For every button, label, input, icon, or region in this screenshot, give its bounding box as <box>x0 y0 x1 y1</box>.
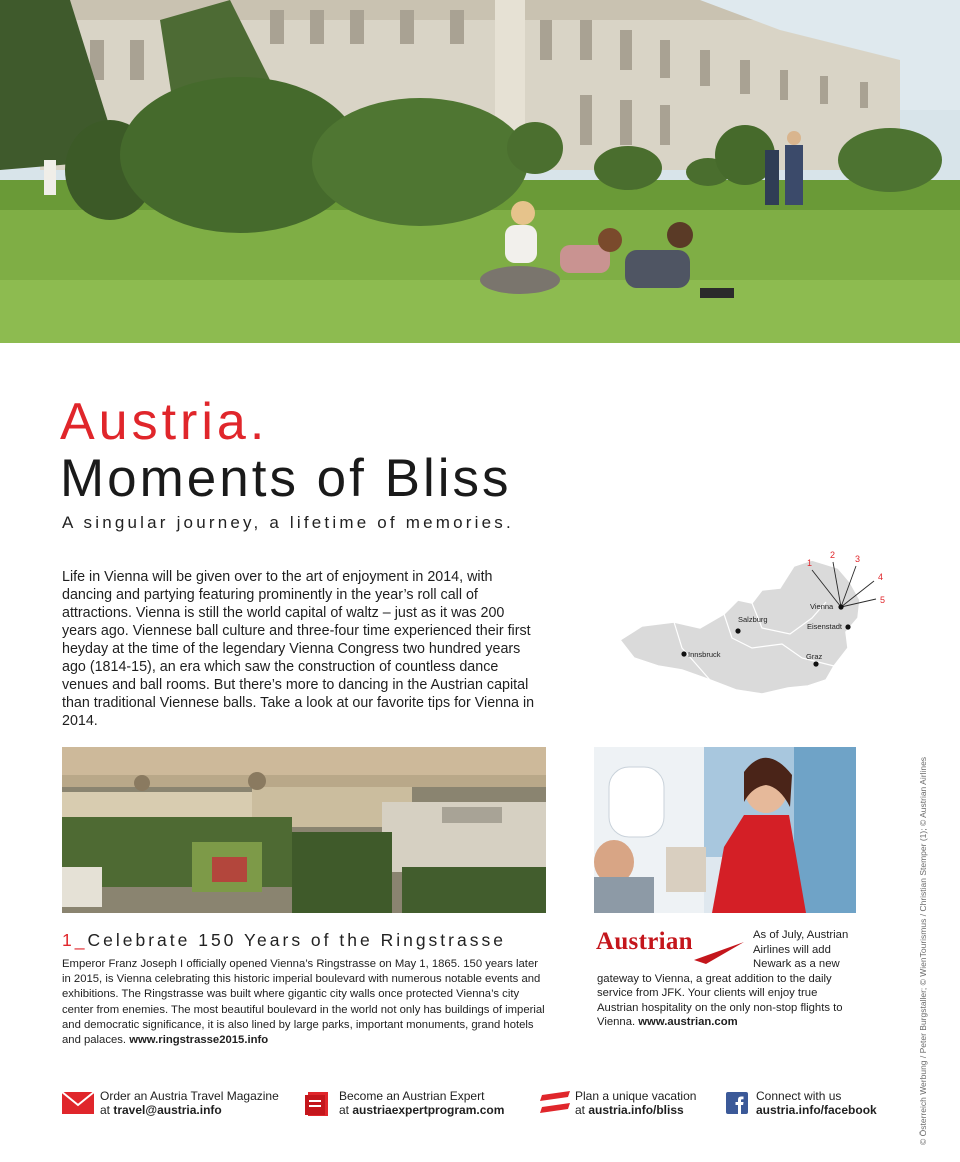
footer-order-text <box>100 1090 279 1117</box>
ringstrasse-body-text: Emperor Franz Joseph I officially opened Vienna’s Ringstrasse on May 1, 1865. 150 years later in 2015, is Vienna celebrating this historic imperial boulevard with numerous notable events and exhibitions. The Ringstrasse was built where gigantic city walls once protected Vienna’s city center from enemies. The most beautiful boulevard in the world not only has buildings of imperial and democratic significance, it is also lined by large parks, important monuments, grand hotels and palaces. <box>62 958 545 1047</box>
airline-body-line-3: Newark as a new <box>753 958 840 970</box>
austria-map <box>612 548 902 708</box>
map-label-graz: Graz <box>806 652 823 661</box>
airline-body <box>597 928 859 1030</box>
footer-order-line1: Order an Austria Travel Magazine <box>100 1089 279 1103</box>
headline-austria: Austria. <box>60 393 269 451</box>
photo-credit: © Österreich Werbung / Peter Burgstaller; © WienTourismus / Christian Stemper (1); © Austrian Airlines <box>918 756 928 1145</box>
map-label-salzburg: Salzburg <box>738 615 768 624</box>
footer-vacation-line1: Plan a unique vacation <box>575 1089 697 1103</box>
footer-plan-vacation[interactable] <box>540 1090 720 1122</box>
footer-expert-text <box>339 1090 504 1117</box>
ringstrasse-photo <box>62 747 546 913</box>
footer-facebook-link[interactable]: austria.info/facebook <box>756 1102 877 1117</box>
footer-facebook[interactable] <box>726 1090 901 1122</box>
ringstrasse-heading <box>62 930 506 951</box>
ringstrasse-heading-text: Celebrate 150 Years of the Ringstrasse <box>87 930 506 950</box>
ringstrasse-illustration <box>62 747 546 913</box>
map-tip-1: 1 <box>807 558 813 568</box>
airline-body-text: gateway to Vienna, a great addition to the daily service from JFK. Your clients will enjoy true Austrian hospitality on the only non-stop flights to Vienna. <box>597 972 843 1028</box>
headline-subtitle: A singular journey, a lifetime of memories. <box>62 513 514 532</box>
brochure-icon <box>305 1090 331 1116</box>
austrian-logo-text: Austrian <box>596 928 693 955</box>
footer-vacation-prefix: at <box>575 1102 589 1117</box>
ringstrasse-link[interactable]: www.ringstrasse2015.info <box>129 1034 269 1047</box>
map-tip-3: 3 <box>855 554 861 564</box>
intro-paragraph: Life in Vienna will be given over to the art of enjoyment in 2014, with dancing and partying featuring prominently in the year’s roll call of attractions. Vienna is still the world capital of waltz – just as it was 200 years ago. Viennese ball culture and three-four time experienced their first heyday at the time of the legendary Vienna Congress two hundred years ago (1814-15), an era which saw the construction of countless dance venues and ball rooms. But there’s more to dancing in the Austrian capital than traditional Viennese balls. Take a look at our favorite tips for Vienna in 2014. <box>62 569 535 729</box>
footer-order-link[interactable]: travel@austria.info <box>113 1102 222 1117</box>
footer-expert-line1: Become an Austrian Expert <box>339 1089 485 1103</box>
footer-order-prefix: at <box>100 1102 114 1117</box>
airline-link[interactable]: www.austrian.com <box>638 1016 738 1028</box>
map-tip-2: 2 <box>830 550 836 560</box>
footer-vacation-text <box>575 1090 696 1117</box>
footer-order-magazine[interactable] <box>62 1090 292 1122</box>
map-label-eisenstadt: Eisenstadt <box>807 622 843 631</box>
headline-moments-of-bliss: Moments of Bliss <box>60 449 512 508</box>
footer-expert-prefix: at <box>339 1102 353 1117</box>
footer-expert-link[interactable]: austriaexpertprogram.com <box>352 1102 505 1117</box>
footer-austrian-expert[interactable] <box>305 1090 530 1122</box>
map-label-innsbruck: Innsbruck <box>688 650 721 659</box>
map-label-vienna: Vienna <box>810 602 834 611</box>
cabin-illustration <box>594 747 856 913</box>
ringstrasse-body <box>62 957 546 1048</box>
facebook-icon <box>726 1092 748 1114</box>
footer-facebook-line1: Connect with us <box>756 1089 842 1103</box>
airline-body-line-2: Airlines will add <box>753 943 831 956</box>
envelope-icon <box>62 1092 94 1114</box>
airline-body-line-1: As of July, Austrian <box>753 929 849 941</box>
footer-vacation-link[interactable]: austria.info/bliss <box>588 1102 684 1117</box>
ringstrasse-number: 1_ <box>62 930 88 950</box>
footer-facebook-text <box>756 1090 877 1117</box>
hero-illustration <box>0 0 960 343</box>
flag-stripes-icon <box>540 1091 570 1115</box>
austrian-airlines-photo <box>594 747 856 913</box>
hero-photo <box>0 0 960 343</box>
map-tip-5: 5 <box>880 595 886 605</box>
map-tip-4: 4 <box>878 572 884 582</box>
